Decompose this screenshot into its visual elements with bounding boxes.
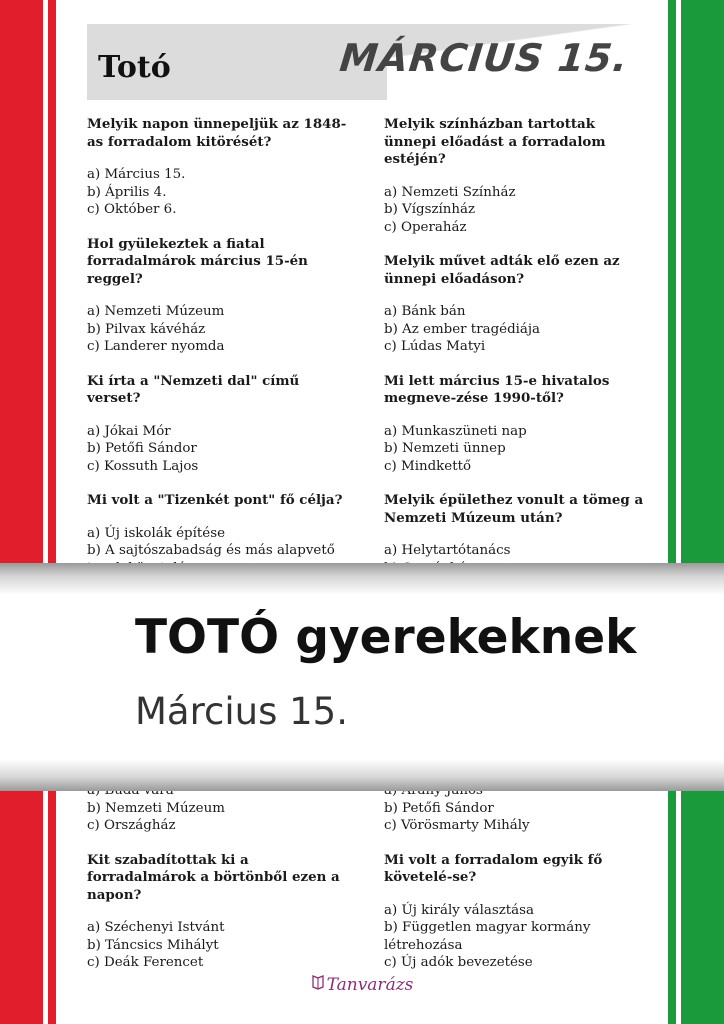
right-question-column xyxy=(384,116,649,594)
question-block xyxy=(384,373,649,476)
banner-title: TOTÓ gyerekeknek xyxy=(135,610,637,665)
logo-text: Tanvarázs xyxy=(326,975,414,995)
header-date-title: MÁRCIUS 15. xyxy=(337,36,631,80)
left-lower-column xyxy=(87,782,352,989)
answer-option: a) Március 15. xyxy=(87,167,186,182)
answer-option: a) Új iskolák építése xyxy=(87,525,226,541)
question-block xyxy=(87,852,352,972)
answer-option: c) Deák Ferencet xyxy=(87,955,204,970)
question-block xyxy=(384,253,649,356)
question-text: Mi volt a forradalom egyik fő követelé-se? xyxy=(384,851,603,885)
banner-subtitle: Március 15. xyxy=(135,690,348,733)
question-block xyxy=(384,116,649,236)
page-title: Totó xyxy=(98,50,171,85)
question-text: Ki írta a "Nemzeti dal" című verset? xyxy=(87,372,300,406)
answer-option: a) Jókai Mór xyxy=(87,423,171,439)
question-text: Melyik művet adták elő ezen az ünnepi előadáson? xyxy=(384,253,620,287)
green-border-stripe xyxy=(681,0,724,1024)
answer-option: b) Petőfi Sándor xyxy=(87,441,197,456)
answer-option: c) Landerer nyomda xyxy=(87,339,225,354)
question-block xyxy=(87,116,352,219)
red-border-stripe xyxy=(0,0,43,1024)
answer-option: b) Nemzeti Múzeum xyxy=(87,800,225,816)
answer-option: b) Független magyar kormány létrehozása xyxy=(384,920,591,953)
answer-option: a) Új király választása xyxy=(384,902,535,918)
answer-option: c) Országház xyxy=(87,818,176,833)
question-block xyxy=(384,852,649,972)
answer-option: b) Vígszínház xyxy=(384,202,476,217)
question-text: Melyik épülethez vonult a tömeg a Nemzeti Múzeum után? xyxy=(384,492,644,526)
title-banner xyxy=(0,563,724,791)
question-block xyxy=(87,236,352,356)
answer-option: c) Október 6. xyxy=(87,202,177,217)
answer-option: b) A sajtószabadság és más alapvető xyxy=(87,543,335,558)
answer-option: c) Vörösmarty Mihály xyxy=(384,818,530,833)
answer-option: a) Széchenyi Istvánt xyxy=(87,920,225,935)
red-thin-stripe xyxy=(48,0,56,1024)
green-thin-stripe xyxy=(668,0,676,1024)
answer-option: c) Kossuth Lajos xyxy=(87,458,199,474)
question-text: Melyik színházban tartottak ünnepi előadást a forradalom estéjén? xyxy=(384,116,606,167)
answer-option: a) Munkaszüneti nap xyxy=(384,423,527,439)
answer-option: b) Nemzeti ünnep xyxy=(384,441,506,456)
answer-option: c) Mindkettő xyxy=(384,458,472,474)
question-text: Melyik napon ünnepeljük az 1848-as forradalom kitörését? xyxy=(87,116,347,150)
question-text: Kit szabadítottak ki a forradalmárok a börtönből ezen a napon? xyxy=(87,851,340,903)
answer-option: b) Petőfi Sándor xyxy=(384,800,494,816)
question-text: Mi volt a "Tizenkét pont" fő célja? xyxy=(87,492,343,508)
answer-option: c) Operaház xyxy=(384,219,467,235)
tanvarazs-logo xyxy=(0,974,724,995)
question-text: Mi lett március 15-e hivatalos megneve-zése 1990-től? xyxy=(384,372,610,406)
answer-option: a) Bánk bán xyxy=(384,304,466,319)
book-icon xyxy=(311,974,325,995)
question-text: Hol gyülekeztek a fiatal forradalmárok március 15-én reggel? xyxy=(87,235,308,287)
answer-option: c) Lúdas Matyi xyxy=(384,339,486,354)
answer-option: b) Pilvax kávéház xyxy=(87,321,206,337)
answer-option: a) Nemzeti Múzeum xyxy=(87,304,225,319)
answer-option: b) Táncsics Mihályt xyxy=(87,937,219,953)
answer-option: b) Az ember tragédiája xyxy=(384,321,541,337)
question-block xyxy=(87,373,352,476)
answer-option: a) Nemzeti Színház xyxy=(384,184,516,200)
right-lower-column xyxy=(384,782,649,989)
left-question-column xyxy=(87,116,352,612)
answer-option: a) Helytartótanács xyxy=(384,543,511,558)
answer-option: c) Új adók bevezetése xyxy=(384,955,533,970)
answer-option: b) Április 4. xyxy=(87,184,167,200)
